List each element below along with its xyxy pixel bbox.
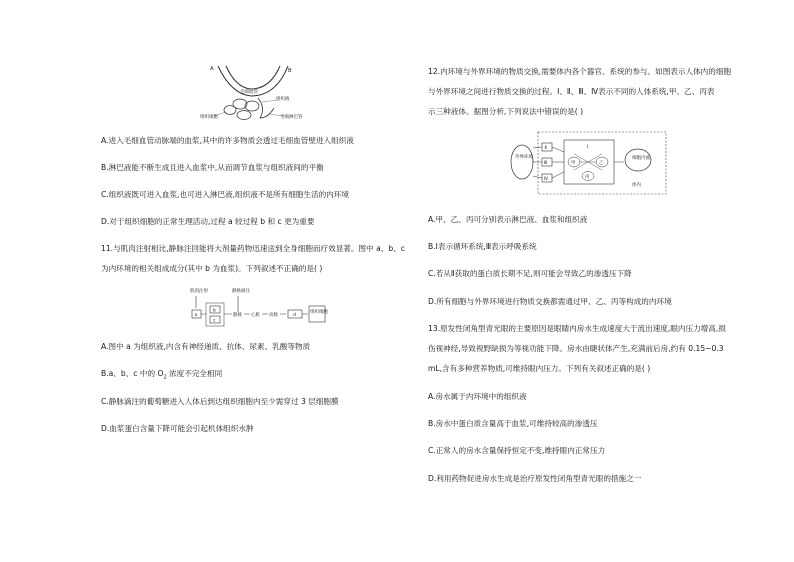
- injection-box-a: a: [194, 313, 198, 318]
- q12-option-a: A.甲、乙、丙可分别表示淋巴液、血浆和组织液: [428, 215, 588, 224]
- q12-stem-line3: 示三种液体。据图分析,下列说法中错误的是( ): [428, 107, 584, 116]
- exchange-system-iii: Ⅲ: [544, 161, 548, 166]
- q13-stem-line3: mL,含有多种营养物质,可维持眼内压力。下列有关叙述正确的是( ): [428, 364, 651, 373]
- injection-label-artery: 动脉: [269, 313, 278, 318]
- q13-option-b: B.房水中蛋白质含量高于血浆,可维持较高的渗透压: [428, 419, 598, 428]
- exchange-body: 体内: [632, 183, 641, 188]
- capillary-diagram: [196, 60, 306, 124]
- q13-option-a: A.房水属于内环境中的组织液: [428, 392, 527, 401]
- injection-box-b: b: [213, 308, 216, 314]
- exchange-fluid-bing: 丙: [585, 175, 590, 180]
- capillary-label-cell: 组织细胞: [200, 115, 218, 120]
- exchange-fluid-yi: 乙: [599, 161, 604, 166]
- injection-label-target: 组织细胞: [310, 310, 328, 315]
- exchange-system-iv: Ⅳ: [544, 177, 549, 182]
- q11-stem-line2: 为内环境的相关组成成分(其中 b 为血浆)。下列叙述不正确的是( ): [101, 264, 323, 273]
- q12-stem-line1: 12.内环境与外界环境的物质交换,需要体内各个器官、系统的参与。如图表示人体内的细胞: [428, 67, 732, 76]
- capillary-label-b: B: [288, 68, 292, 74]
- exchange-system-ii: Ⅱ: [544, 146, 547, 151]
- injection-label-heart: 心脏: [251, 313, 260, 318]
- injection-box-c: c: [213, 318, 216, 324]
- injection-label-vein-node: 静脉: [233, 313, 242, 318]
- q10-option-d: D.对于组织细胞的正常生理活动,过程 a 较过程 b 和 c 更为重要: [101, 217, 315, 226]
- capillary-label-vessel: 毛细血管: [240, 90, 258, 95]
- q10-option-b: B.淋巴液能不断生成且进入血浆中,从而调节血浆与组织液间的平衡: [101, 163, 324, 172]
- q13-stem-line2: 伤视神经,导致视野缺损为等视功能下降。房水由睫状体产生,充满前后房,约有 0.15~0.3: [428, 344, 724, 353]
- q11-option-b-sub: 2: [163, 374, 167, 381]
- q13-option-c: C.正常人的房水含量保持恒定不变,维持眼内正常压力: [428, 446, 606, 455]
- exchange-fluid-jia: 甲: [571, 161, 576, 166]
- capillary-label-lymph: 毛细淋巴管: [280, 115, 303, 120]
- exchange-diagram: [508, 128, 670, 196]
- q10-option-c: C.组织液既可进入血浆,也可进入淋巴液,组织液不是所有细胞生活的内环境: [101, 190, 349, 199]
- q12-option-b: B.Ⅰ表示循环系统,Ⅲ表示呼吸系统: [428, 242, 537, 251]
- exchange-system-i: Ⅰ: [587, 145, 589, 150]
- capillary-label-tissue: 组织液: [276, 97, 290, 102]
- q13-option-d: D.利用药物促进房水生成是治疗原发性闭角型青光眼的措施之一: [428, 474, 642, 483]
- q11-option-b-pre: B.a、b、c 中的 O: [101, 369, 164, 378]
- q11-option-b: [101, 369, 222, 383]
- q11-option-c: C.静脉滴注的葡萄糖进入人体后到达组织细胞内至少需穿过 3 层细胞膜: [101, 397, 339, 406]
- q11-option-b-post: 浓度不完全相同: [166, 369, 223, 378]
- q11-option-d: D.血浆蛋白含量下降可能会引起机体组织水肿: [101, 424, 254, 433]
- q12-option-d: D.所有细胞与外界环境进行物质交换都需通过甲、乙、丙等构成的内环境: [428, 297, 672, 306]
- exchange-outer: 外界环境: [515, 155, 533, 160]
- injection-diagram: [188, 286, 348, 332]
- exchange-cell-fluid: 细胞内液: [632, 156, 650, 161]
- q12-stem-line2: 与外界环境之间进行物质交换的过程。Ⅰ、Ⅱ、Ⅲ、Ⅳ表示不同的人体系统,甲、乙、丙表: [428, 87, 715, 96]
- injection-box-d: d: [293, 313, 296, 318]
- q12-option-c: C.若从Ⅱ获取的蛋白质长期不足,则可能会导致乙的渗透压下降: [428, 269, 632, 278]
- injection-label-muscle: 肌肉注射: [190, 289, 208, 294]
- q10-option-a: A.进入毛细血管动脉端的血浆,其中的许多物质会透过毛细血管壁进入组织液: [101, 136, 354, 145]
- injection-label-vein: 静脉滴注: [232, 289, 250, 294]
- q11-stem-line1: 11.与肌肉注射相比,静脉注回能将大剂量药物迅速送到全身细胞而疗效显著。图中 a、b、c: [101, 244, 405, 253]
- q13-stem-line1: 13.原发性闭角型青光眼的主要原因是眼睛内房水生成速度大于流出速度,眼内压力增高,损: [428, 324, 726, 333]
- capillary-label-a: A: [210, 66, 214, 72]
- q11-option-a: A.图中 a 为组织液,内含有神经递质、抗体、尿素、乳酸等物质: [101, 342, 311, 351]
